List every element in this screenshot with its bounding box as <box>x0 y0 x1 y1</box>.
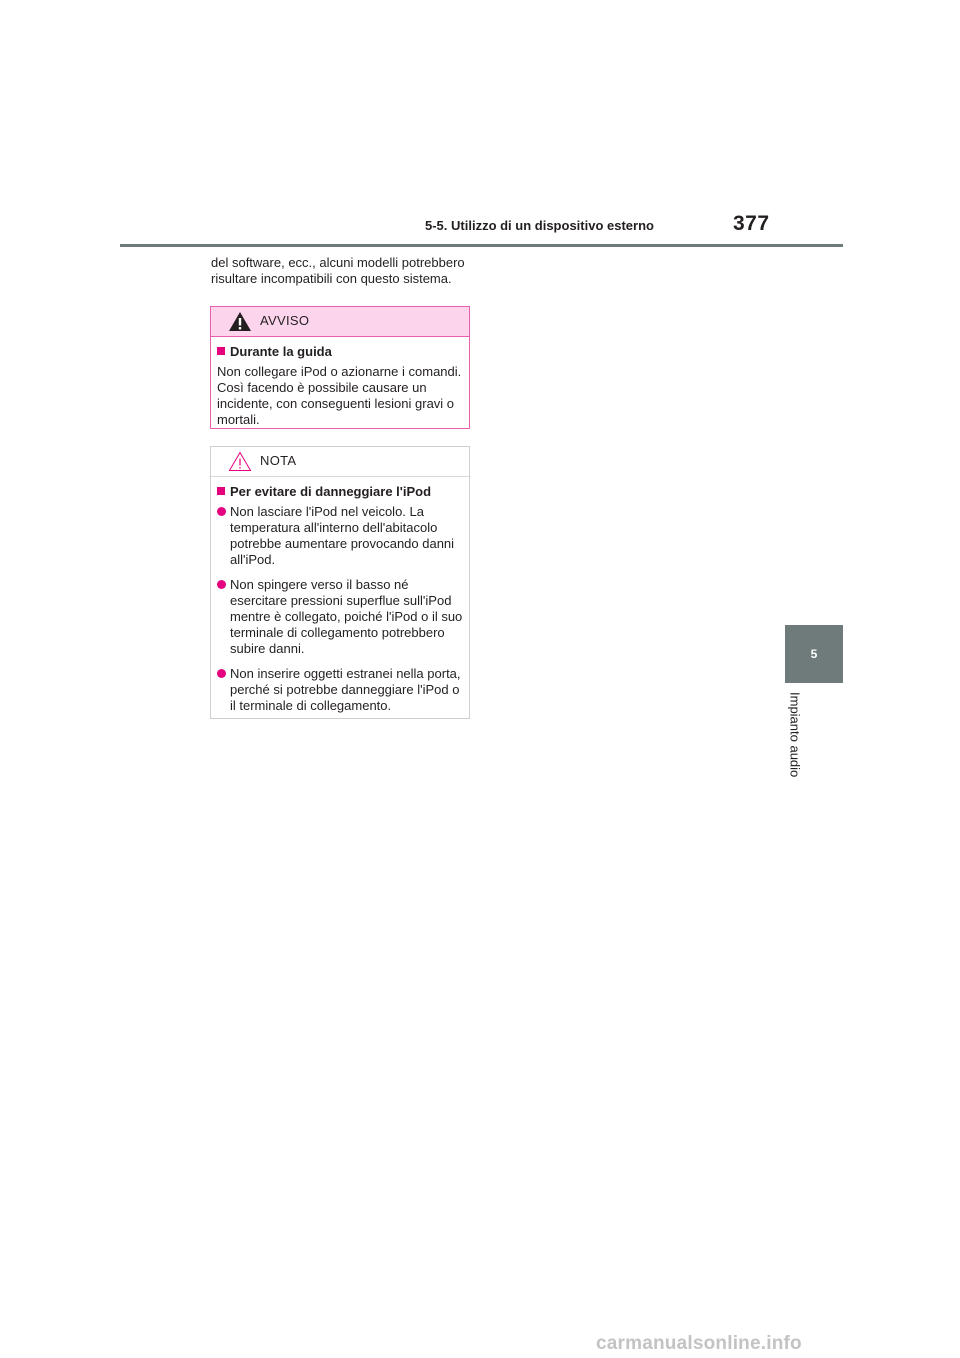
list-item <box>217 666 463 714</box>
section-title: 5-5. Utilizzo di un dispositivo esterno <box>425 218 654 233</box>
warning-box-body <box>211 337 469 428</box>
notice-label: NOTA <box>260 453 297 468</box>
warning-text: Non collegare iPod o azionarne i comandi. Così facendo è possibile causare un incidente, con conseguenti lesioni gravi o mortali. <box>217 364 462 427</box>
notice-box-body <box>211 477 469 714</box>
warning-triangle-icon <box>228 311 252 332</box>
notice-triangle-icon <box>228 451 252 472</box>
notice-box-header <box>211 447 469 477</box>
circle-bullet-icon <box>217 580 226 589</box>
chapter-tab <box>785 625 843 683</box>
watermark-text: carmanualsonline.info <box>596 1333 802 1354</box>
header-rule <box>120 244 843 247</box>
warning-label: AVVISO <box>260 313 310 328</box>
circle-bullet-icon <box>217 669 226 678</box>
warning-box <box>210 306 470 429</box>
intro-paragraph: del software, ecc., alcuni modelli potrebbero risultare incompatibili con questo sistema. <box>211 255 465 286</box>
notice-subhead-text: Per evitare di danneggiare l'iPod <box>230 484 432 499</box>
notice-box <box>210 446 470 719</box>
square-bullet-icon <box>217 487 225 495</box>
page-number: 377 <box>733 212 770 235</box>
list-item <box>217 504 463 568</box>
list-item-text: Non lasciare l'iPod nel veicolo. La temperatura all'interno dell'abitacolo potrebbe aumentare provocando danni all'iPod. <box>230 504 455 567</box>
list-item-text: Non spingere verso il basso né esercitare pressioni superflue sull'iPod mentre è collegato, poiché l'iPod o il suo terminale di collegamento potrebbero subire danni. <box>230 577 463 656</box>
list-item-text: Non inserire oggetti estranei nella porta, perché si potrebbe danneggiare l'iPod o il terminale di collegamento. <box>230 666 461 713</box>
warning-subhead-text: Durante la guida <box>230 344 332 359</box>
circle-bullet-icon <box>217 507 226 516</box>
warning-box-header <box>211 307 469 337</box>
notice-subhead <box>217 484 463 500</box>
watermark <box>596 1333 956 1355</box>
chapter-label-text: Impianto audio <box>787 692 803 778</box>
square-bullet-icon <box>217 347 225 355</box>
chapter-label <box>779 692 811 792</box>
warning-subhead <box>217 344 463 360</box>
chapter-number: 5 <box>810 647 818 661</box>
list-item <box>217 577 463 657</box>
